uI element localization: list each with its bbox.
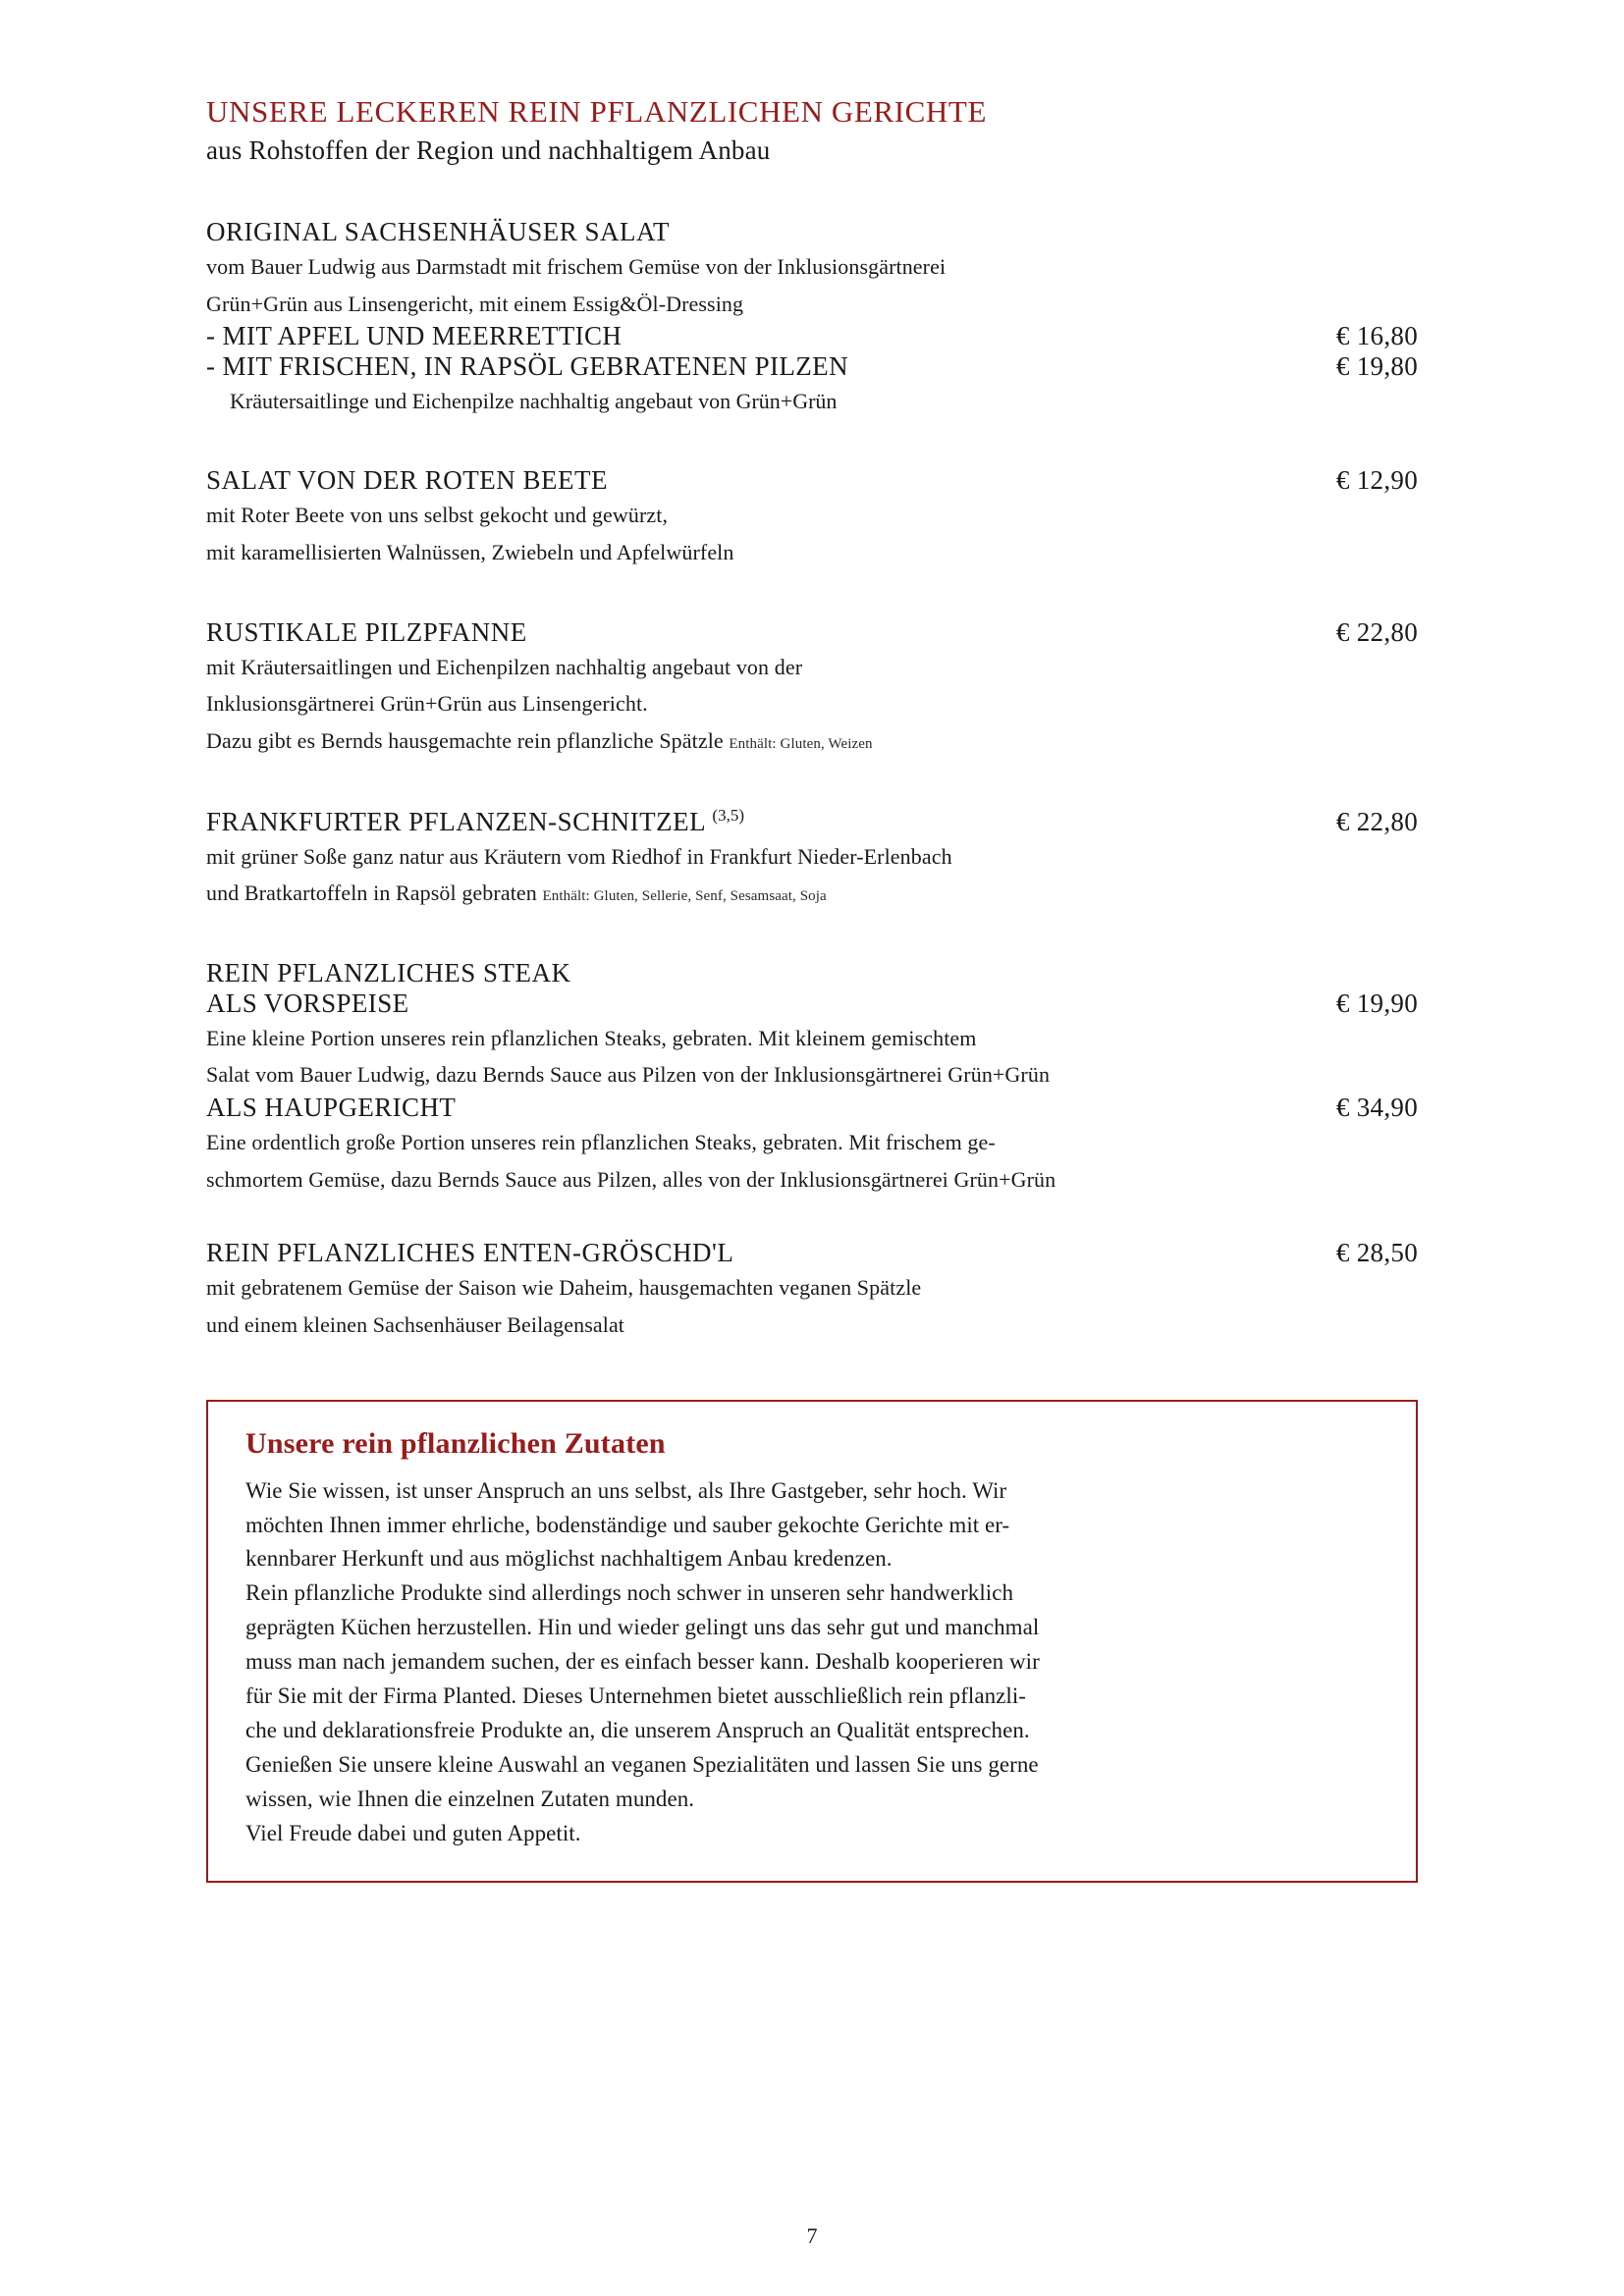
menu-item-description-line: Inklusionsgärtnerei Grün+Grün aus Linsengericht. — [206, 691, 648, 717]
menu-item-name: REIN PFLANZLICHES STEAK — [206, 957, 571, 988]
menu-item-description-line: Eine ordentlich große Portion unseres rein pflanzlichen Steaks, gebraten. Mit frischem ge- — [206, 1130, 996, 1155]
menu-item-description-line: und einem kleinen Sachsenhäuser Beilagensalat — [206, 1311, 625, 1337]
menu-item-variant-name: ALS HAUPGERICHT — [206, 1093, 457, 1123]
menu-item-rein-pflanzliches-enten-groeschdl — [206, 1238, 1418, 1342]
menu-item-description-line: mit grüner Soße ganz natur aus Kräutern vom Riedhof in Frankfurt Nieder-Erlenbach — [206, 843, 952, 869]
menu-item-price: € 28,50 — [1335, 1238, 1418, 1268]
menu-item-heading-row — [206, 465, 1418, 496]
menu-item-original-sachsenhaeuser-salat — [206, 217, 1418, 418]
info-box-line: für Sie mit der Firma Planted. Dieses Unternehmen bietet ausschließlich rein pflanzli- — [245, 1683, 1027, 1709]
menu-item-description-line — [206, 723, 1418, 759]
info-box-line: Rein pflanzliche Produkte sind allerdings noch schwer in unseren sehr handwerklich — [245, 1580, 1014, 1606]
menu-item-description-text: Dazu gibt es Bernds hausgemachte rein pflanzliche Spätzle — [206, 727, 724, 753]
menu-item-rein-pflanzliches-steak — [206, 958, 1418, 1198]
menu-item-heading-row — [206, 958, 1418, 988]
menu-item-name: RUSTIKALE PILZPFANNE — [206, 616, 527, 647]
info-box-line: che und deklarationsfreie Produkte an, die unserem Anspruch an Qualität entsprechen. — [245, 1718, 1030, 1743]
info-box-line: wissen, wie Ihnen die einzelnen Zutaten munden. — [245, 1787, 695, 1812]
info-box-line: Viel Freude dabei und guten Appetit. — [245, 1821, 581, 1846]
info-box — [206, 1400, 1418, 1883]
menu-item-heading-row — [206, 217, 1418, 247]
page-number: 7 — [806, 2223, 818, 2248]
menu-item-description-line: mit Kräutersaitlingen und Eichenpilzen nachhaltig angebaut von der — [206, 654, 803, 679]
menu-item-name — [206, 806, 744, 837]
menu-item-description-line: Grün+Grün aus Linsengericht, mit einem Essig&Öl-Dressing — [206, 291, 744, 316]
menu-item-name: ORIGINAL SACHSENHÄUSER SALAT — [206, 217, 671, 246]
menu-item-price: € 22,80 — [1335, 806, 1418, 836]
menu-item-superscript: (3,5) — [712, 805, 744, 825]
page-title: UNSERE LECKEREN REIN PFLANZLICHEN GERICHTE — [206, 94, 987, 129]
menu-item-variant-row — [206, 1093, 1418, 1123]
info-box-line: Wie Sie wissen, ist unser Anspruch an uns selbst, als Ihre Gastgeber, sehr hoch. Wir — [245, 1477, 1007, 1503]
menu-item-heading-row — [206, 806, 1418, 837]
page-subtitle: aus Rohstoffen der Region und nachhaltigem Anbau — [206, 135, 771, 165]
menu-item-description-line: vom Bauer Ludwig aus Darmstadt mit frischem Gemüse von der Inklusionsgärtnerei — [206, 254, 947, 279]
menu-item-variant-name: ALS VORSPEISE — [206, 988, 409, 1018]
menu-item-description-line: mit gebratenem Gemüse der Saison wie Daheim, hausgemachten veganen Spätzle — [206, 1275, 922, 1301]
info-box-line: muss man nach jemandem suchen, der es einfach besser kann. Deshalb kooperieren wir — [245, 1649, 1040, 1675]
menu-item-heading-row — [206, 1238, 1418, 1268]
menu-item-price: € 22,80 — [1335, 616, 1418, 647]
info-box-line: möchten Ihnen immer ehrliche, bodenständige und sauber gekochte Gerichte mit er- — [245, 1512, 1010, 1537]
menu-item-description-line: Salat vom Bauer Ludwig, dazu Bernds Sauce aus Pilzen von der Inklusionsgärtnerei Grün+Grün — [206, 1062, 1051, 1088]
menu-item-variant-name: - MIT FRISCHEN, IN RAPSÖL GEBRATENEN PILZEN — [206, 351, 848, 382]
info-box-title: Unsere rein pflanzlichen Zutaten — [245, 1426, 666, 1460]
menu-item-frankfurter-pflanzen-schnitzel — [206, 806, 1418, 911]
menu-item-description-line — [206, 876, 1418, 911]
info-box-line: kennbarer Herkunft und aus möglichst nachhaltigem Anbau kredenzen. — [245, 1546, 893, 1572]
menu-item-note: Kräutersaitlinge und Eichenpilze nachhaltig angebaut von Grün+Grün — [230, 389, 838, 414]
menu-item-variant-price: € 16,80 — [1335, 321, 1418, 351]
menu-item-name: REIN PFLANZLICHES ENTEN-GRÖSCHD'L — [206, 1238, 734, 1268]
menu-item-name-text: FRANKFURTER PFLANZEN-SCHNITZEL — [206, 806, 706, 836]
menu-item-variant-price: € 19,80 — [1335, 351, 1418, 382]
menu-item-allergen-note: Enthält: Gluten, Sellerie, Senf, Sesamsaat, Soja — [542, 888, 827, 905]
menu-item-heading-row — [206, 617, 1418, 648]
menu-item-description-line: mit Roter Beete von uns selbst gekocht und gewürzt, — [206, 503, 669, 528]
menu-item-salat-von-der-roten-beete — [206, 465, 1418, 569]
info-box-line: Genießen Sie unsere kleine Auswahl an veganen Spezialitäten und lassen Sie uns gerne — [245, 1752, 1039, 1778]
menu-item-variant-price: € 19,90 — [1335, 988, 1418, 1018]
menu-item-variant-row — [206, 321, 1418, 351]
menu-item-description-line: mit karamellisierten Walnüssen, Zwiebeln und Apfelwürfeln — [206, 540, 734, 565]
menu-item-variant-row — [206, 351, 1418, 382]
menu-item-allergen-note: Enthält: Gluten, Weizen — [729, 735, 873, 752]
menu-item-price: € 12,90 — [1335, 465, 1418, 496]
menu-item-description-line: Eine kleine Portion unseres rein pflanzlichen Steaks, gebraten. Mit kleinem gemischtem — [206, 1025, 977, 1050]
menu-item-description-text: und Bratkartoffeln in Rapsöl gebraten — [206, 881, 537, 906]
menu-item-variant-price: € 34,90 — [1335, 1093, 1418, 1123]
menu-item-variant-row — [206, 988, 1418, 1019]
info-box-line: geprägten Küchen herzustellen. Hin und wieder gelingt uns das sehr gut und manchmal — [245, 1615, 1040, 1640]
menu-item-name: SALAT VON DER ROTEN BEETE — [206, 465, 608, 496]
menu-item-description-line: schmortem Gemüse, dazu Bernds Sauce aus Pilzen, alles von der Inklusionsgärtnerei Grün+Grün — [206, 1166, 1056, 1192]
menu-item-rustikale-pilzpfanne — [206, 617, 1418, 759]
menu-item-variant-name: - MIT APFEL UND MEERRETTICH — [206, 321, 623, 351]
